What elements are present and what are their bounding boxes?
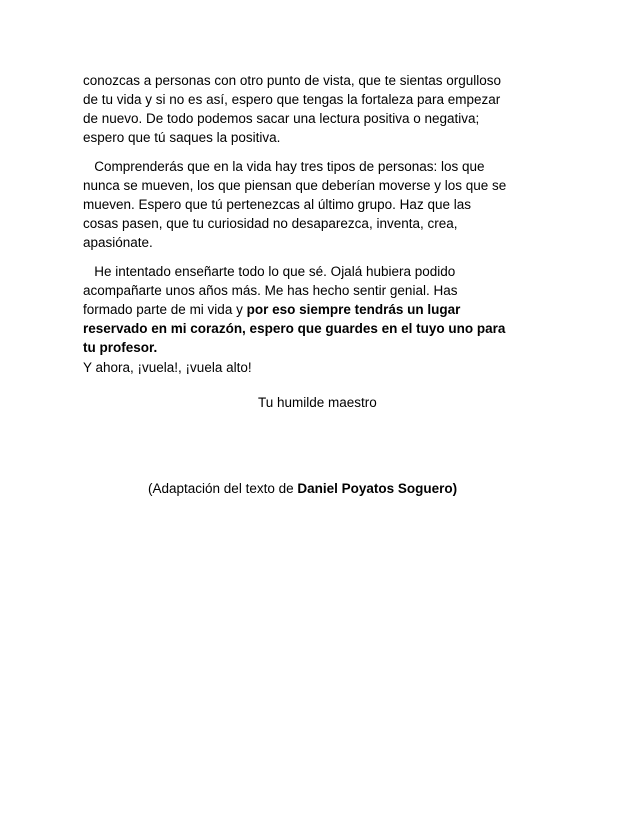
text-line: cosas pasen, que tu curiosidad no desaparezca, inventa, crea,: [83, 216, 458, 231]
bold-text: reservado en mi corazón, espero que guardes en el tuyo uno para: [83, 321, 506, 336]
text-line: Y ahora, ¡vuela!, ¡vuela alto!: [83, 360, 252, 375]
attribution-prefix: (Adaptación del texto de: [148, 481, 298, 496]
signature: Tu humilde maestro: [258, 395, 377, 410]
text-line: nunca se mueven, los que piensan que deberían moverse y los que se: [83, 178, 507, 193]
text-line-content: He intentado enseñarte todo lo que sé. Ojalá hubiera podido: [94, 264, 456, 279]
text-line-content: formado parte de mi vida y: [83, 302, 247, 317]
bold-text: por eso siempre tendrás un lugar: [246, 302, 461, 317]
text-line-content: Comprenderás que en la vida hay tres tipos de personas: los que: [94, 159, 485, 174]
paragraph-1: [83, 71, 563, 147]
text-line: apasiónate.: [83, 235, 153, 250]
text-line: [83, 319, 563, 338]
text-line: de nuevo. De todo podemos sacar una lectura positiva o negativa;: [83, 111, 480, 126]
text-line: conozcas a personas con otro punto de vista, que te sientas orgulloso: [83, 73, 502, 88]
text-line: [83, 338, 563, 357]
attribution: [148, 479, 457, 498]
text-line: espero que tú saques la positiva.: [83, 130, 281, 145]
paragraph-3: [83, 262, 563, 357]
text-line: mueven. Espero que tú pertenezcas al último grupo. Haz que las: [83, 197, 471, 212]
text-line: [83, 262, 563, 281]
attribution-author: Daniel Poyatos Soguero): [297, 481, 458, 496]
text-line: acompañarte unos años más. Me has hecho sentir genial. Has: [83, 283, 458, 298]
text-line: de tu vida y si no es así, espero que tengas la fortaleza para empezar: [83, 92, 501, 107]
paragraph-4: [83, 358, 563, 377]
paragraph-2: [83, 157, 563, 252]
bold-text: tu profesor.: [83, 340, 158, 355]
text-line: [83, 157, 563, 176]
text-line: [83, 300, 563, 319]
